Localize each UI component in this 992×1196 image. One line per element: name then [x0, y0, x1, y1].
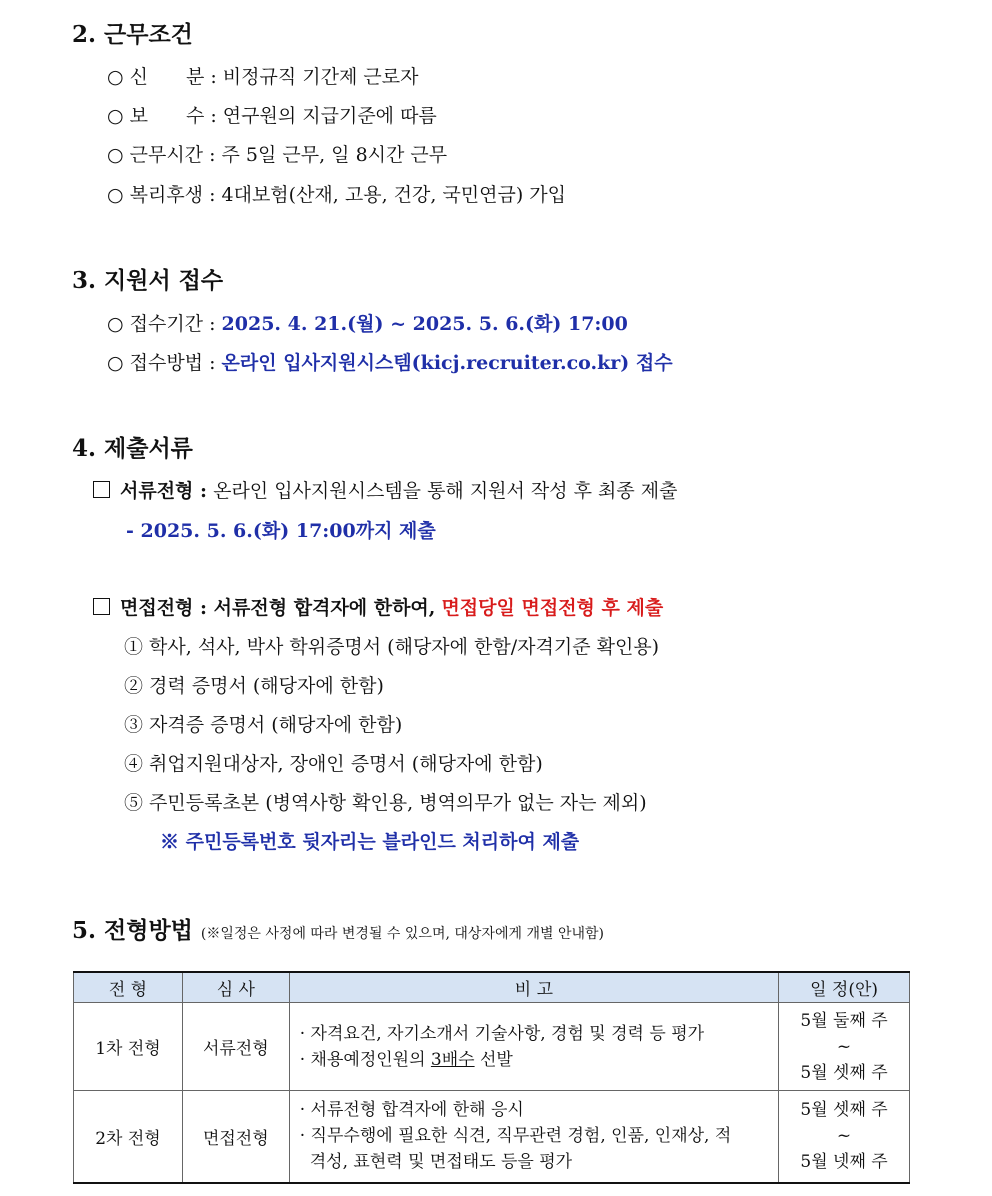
document-screening	[93, 476, 678, 503]
table-header: 심 사	[182, 972, 289, 1003]
document-item-4: ④ 취업지원대상자, 장애인 증명서 (해당자에 한함)	[124, 753, 543, 775]
note-line	[300, 1047, 774, 1073]
condition-pay: ○ 보 수 : 연구원의 지급기준에 따름	[107, 105, 437, 127]
stage-cell: 2차 전형	[74, 1091, 183, 1183]
document-screening-label: 서류전형 :	[120, 480, 208, 502]
schedule-tilde: ~	[836, 1126, 852, 1147]
schedule-to: 5월 셋째 주	[800, 1062, 888, 1083]
document-item-5: ⑤ 주민등록초본 (병역사항 확인용, 병역의무가 없는 자는 제외)	[124, 792, 647, 814]
note-line: · 서류전형 합격자에 한해 응시	[299, 1100, 524, 1121]
note-text: 선발	[474, 1049, 513, 1070]
selection-table	[73, 971, 910, 1184]
blind-note: ※ 주민등록번호 뒷자리는 블라인드 처리하여 제출	[160, 831, 580, 853]
document-deadline: - 2025. 5. 6.(화) 17:00까지 제출	[126, 520, 436, 542]
document-item-1: ① 학사, 석사, 박사 학위증명서 (해당자에 한함/자격기준 확인용)	[124, 636, 660, 658]
checkbox-square-icon	[93, 481, 110, 498]
schedule-from: 5월 셋째 주	[800, 1100, 888, 1121]
interview-screening-red: 면접당일 면접전형 후 제출	[441, 597, 664, 619]
condition-status: ○ 신 분 : 비정규직 기간제 근로자	[107, 66, 419, 88]
note-underlined: 3배수	[430, 1049, 475, 1070]
section-5-title	[72, 912, 604, 945]
note-cell	[289, 1003, 778, 1091]
schedule-cell	[779, 1091, 910, 1183]
application-method-label: ○ 접수방법 :	[107, 352, 216, 374]
application-period	[107, 309, 628, 336]
note-cell	[289, 1091, 778, 1183]
table-header: 일 정(안)	[779, 972, 910, 1003]
interview-screening-label: 면접전형 : 서류전형 합격자에 한하여,	[120, 597, 436, 619]
table-header: 비 고	[289, 972, 778, 1003]
section-2-title: 2. 근무조건	[72, 21, 193, 48]
section-5-title-text: 5. 전형방법	[72, 917, 193, 944]
table-header-row	[74, 972, 910, 1003]
table-header: 전 형	[74, 972, 183, 1003]
document-screening-text: 온라인 입사지원시스템을 통해 지원서 작성 후 최종 제출	[213, 480, 678, 502]
note-line: 격성, 표현력 및 면접태도 등을 평가	[309, 1152, 573, 1173]
note-line: · 자격요건, 자기소개서 기술사항, 경험 및 경력 등 평가	[299, 1023, 705, 1044]
table-row	[74, 1003, 910, 1091]
stage-cell: 1차 전형	[74, 1003, 183, 1091]
application-method	[107, 348, 673, 375]
document-item-2: ② 경력 증명서 (해당자에 한함)	[124, 675, 384, 697]
section-4-title: 4. 제출서류	[72, 435, 193, 462]
condition-welfare: ○ 복리후생 : 4대보험(산재, 고용, 건강, 국민연금) 가입	[107, 184, 567, 206]
table-row	[74, 1091, 910, 1183]
note-line: · 직무수행에 필요한 식견, 직무관련 경험, 인품, 인재상, 적	[299, 1126, 732, 1147]
schedule-tilde: ~	[836, 1036, 852, 1057]
section-5-note: (※일정은 사정에 따라 변경될 수 있으며, 대상자에게 개별 안내함)	[200, 926, 604, 942]
schedule-to: 5월 넷째 주	[800, 1152, 888, 1173]
application-method-value: 온라인 입사지원시스템(kicj.recruiter.co.kr) 접수	[221, 352, 673, 374]
note-text: · 채용예정인원의	[299, 1049, 431, 1070]
review-cell: 서류전형	[182, 1003, 289, 1091]
interview-screening	[93, 593, 663, 620]
application-period-value: 2025. 4. 21.(월) ~ 2025. 5. 6.(화) 17:00	[221, 313, 628, 335]
schedule-cell	[779, 1003, 910, 1091]
condition-hours: ○ 근무시간 : 주 5일 근무, 일 8시간 근무	[107, 144, 448, 166]
checkbox-square-icon	[93, 598, 110, 615]
review-cell: 면접전형	[182, 1091, 289, 1183]
section-3-title: 3. 지원서 접수	[72, 267, 224, 294]
schedule-from: 5월 둘째 주	[800, 1010, 888, 1031]
document-item-3: ③ 자격증 증명서 (해당자에 한함)	[124, 714, 403, 736]
application-period-label: ○ 접수기간 :	[107, 313, 216, 335]
